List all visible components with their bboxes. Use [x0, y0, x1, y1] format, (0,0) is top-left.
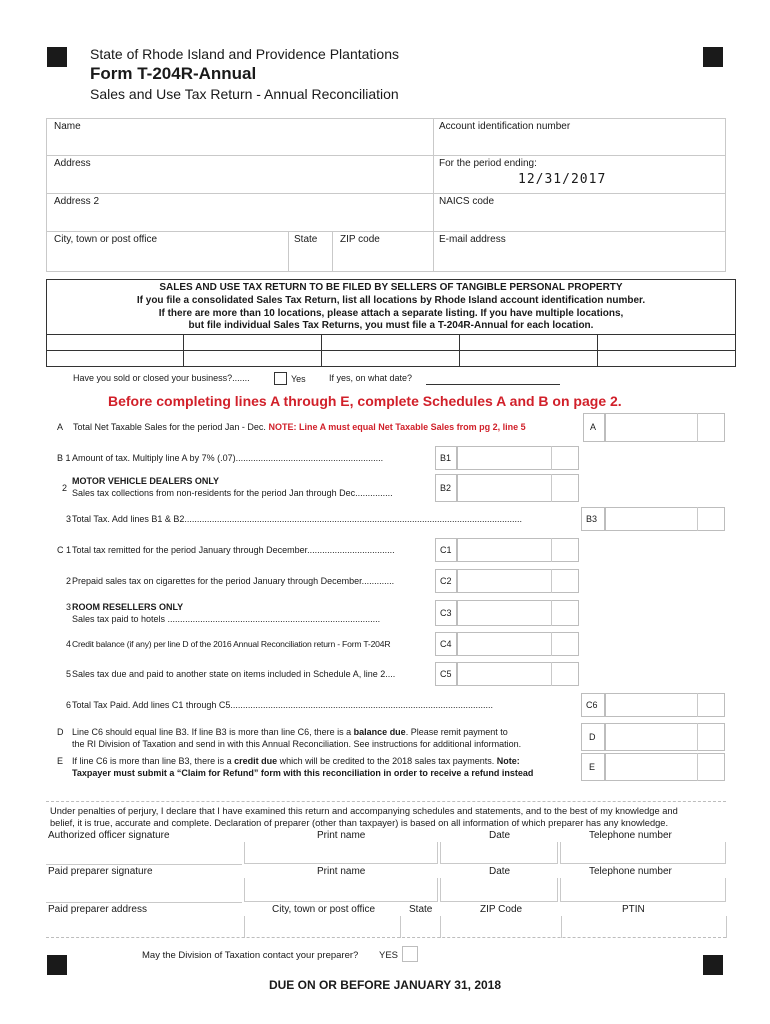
separator	[46, 801, 726, 802]
notice-line-3: If there are more than 10 locations, please attach a separate listing. If you have multiple locations,	[158, 308, 624, 319]
preparer-city-field[interactable]	[244, 916, 401, 938]
line-c4-code: C4	[440, 639, 452, 649]
declaration-line-1: Under penalties of perjury, I declare that I have examined this return and accompanying schedules and statements, and to the best of my knowledge and	[50, 806, 678, 816]
line-e-amount[interactable]	[605, 753, 725, 781]
naics-field[interactable]	[435, 208, 724, 229]
line-d-part-1: Line C6 should equal line B3. If line B3 is more than line C6, there is a	[72, 727, 354, 737]
line-c5-number: 5	[66, 669, 72, 679]
preparer-address-field[interactable]	[46, 916, 242, 938]
line-c6-text: Total Tax Paid. Add lines C1 through C5.........................................................................................................	[72, 700, 493, 710]
notice-line-2: If you file a consolidated Sales Tax Return, list all locations by Rhode Island account identification number.	[136, 295, 646, 306]
line-d-code: D	[589, 732, 596, 742]
divider	[46, 155, 726, 156]
line-e-letter: E	[57, 756, 64, 766]
line-e-text-2: Taxpayer must submit a “Claim for Refund” form with this reconciliation in order to receive a refund instead	[72, 768, 534, 778]
line-a-text	[73, 422, 526, 432]
divider	[321, 334, 322, 367]
line-c1-code: C1	[440, 545, 452, 555]
line-b3-number: 3	[66, 514, 72, 524]
ptin-field[interactable]	[561, 916, 727, 938]
date-field-1[interactable]	[440, 842, 558, 864]
notice-line-4: but file individual Sales Tax Returns, you must file a T-204R-Annual for each location.	[188, 320, 594, 331]
preparer-address-label: Paid preparer address	[48, 904, 147, 915]
zip-field[interactable]	[334, 246, 431, 270]
registration-mark-bottom-right	[703, 955, 723, 975]
divider	[697, 753, 698, 781]
sold-date-field[interactable]	[426, 384, 560, 385]
line-c5-amount[interactable]	[457, 662, 579, 686]
line-c2-number: 2	[66, 576, 72, 586]
contact-preparer-question: May the Division of Taxation contact your preparer?	[142, 950, 359, 961]
divider	[551, 446, 552, 470]
line-b3-code: B3	[586, 514, 598, 524]
preparer-state-label: State	[409, 904, 433, 915]
divider	[183, 334, 184, 367]
phone-field-1[interactable]	[560, 842, 726, 864]
divider	[433, 118, 434, 272]
sold-date-question: If yes, on what date?	[329, 373, 413, 383]
divider	[46, 193, 726, 194]
divider	[697, 413, 698, 442]
line-a-code: A	[590, 422, 597, 432]
contact-yes-checkbox[interactable]	[402, 946, 418, 962]
line-b3-amount[interactable]	[605, 507, 725, 531]
form-subtitle: Sales and Use Tax Return - Annual Reconciliation	[90, 86, 399, 102]
officer-signature-label: Authorized officer signature	[48, 830, 170, 841]
line-d-text-2: the RI Division of Taxation and send in with this Annual Reconciliation. See instructions for additional information.	[72, 739, 522, 749]
line-b1-code: B1	[440, 453, 452, 463]
address-label: Address	[54, 158, 91, 169]
print-name-label-2: Print name	[317, 866, 366, 877]
line-c1-number: C 1	[57, 545, 72, 555]
registration-mark-bottom-left	[47, 955, 67, 975]
line-c5-code: C5	[440, 669, 452, 679]
city-label: City, town or post office	[54, 234, 158, 245]
line-a-letter: A	[57, 422, 64, 432]
sold-yes-checkbox[interactable]	[274, 372, 287, 385]
phone-field-2[interactable]	[560, 878, 726, 902]
line-d-balance-due: balance due	[353, 727, 406, 737]
line-c6-code: C6	[586, 700, 598, 710]
line-c3-amount[interactable]	[457, 600, 579, 626]
print-name-label-1: Print name	[317, 830, 366, 841]
divider	[459, 334, 460, 367]
line-c6-number: 6	[66, 700, 72, 710]
divider	[697, 693, 698, 717]
line-b2-code: B2	[440, 483, 452, 493]
officer-signature-field[interactable]	[46, 842, 242, 865]
state-field[interactable]	[290, 246, 330, 270]
contact-yes-label: YES	[379, 950, 399, 961]
line-b2-number: 2	[62, 483, 68, 493]
line-b1-amount[interactable]	[457, 446, 579, 470]
divider	[551, 600, 552, 626]
preparer-signature-label: Paid preparer signature	[48, 866, 153, 877]
state-name: State of Rhode Island and Providence Plantations	[90, 46, 399, 62]
registration-mark-top-right	[703, 47, 723, 67]
divider	[288, 231, 289, 272]
line-c5-text: Sales tax due and paid to another state on items included in Schedule A, line 2....	[72, 669, 396, 679]
state-label: State	[294, 234, 318, 245]
date-label-1: Date	[489, 830, 511, 841]
address2-label: Address 2	[54, 196, 100, 207]
line-c4-text: Credit balance (if any) per line D of the 2016 Annual Reconciliation return - Form T-204R	[72, 639, 391, 649]
line-c1-amount[interactable]	[457, 538, 579, 562]
line-b2-amount[interactable]	[457, 474, 579, 502]
line-b1-number: B 1	[57, 453, 71, 463]
line-c6-amount[interactable]	[605, 693, 725, 717]
divider	[597, 334, 598, 367]
line-c1-text: Total tax remitted for the period January through December...................................	[72, 545, 395, 555]
divider	[551, 474, 552, 502]
line-b1-text: Amount of tax. Multiply line A by 7% (.07)...........................................................	[72, 453, 384, 463]
line-c3-number: 3	[66, 602, 72, 612]
divider	[332, 231, 333, 272]
separator	[46, 937, 726, 938]
notice-line-1: SALES AND USE TAX RETURN TO BE FILED BY SELLERS OF TANGIBLE PERSONAL PROPERTY	[159, 282, 623, 293]
line-a-amount[interactable]	[605, 413, 725, 442]
naics-label: NAICS code	[439, 196, 495, 207]
line-a-note: NOTE: Line A must equal Net Taxable Sales from pg 2, line 5	[268, 422, 526, 432]
location-grid-line	[46, 334, 736, 335]
line-d-letter: D	[57, 727, 64, 737]
sold-yes-label: Yes	[291, 374, 306, 384]
line-b2-title: MOTOR VEHICLE DEALERS ONLY	[72, 476, 220, 486]
instruction-banner: Before completing lines A through E, complete Schedules A and B on page 2.	[108, 393, 622, 409]
preparer-signature-field[interactable]	[46, 878, 242, 903]
line-c3-code: C3	[440, 608, 452, 618]
name-label: Name	[54, 121, 81, 132]
line-d-part-2: . Please remit payment to	[405, 727, 508, 737]
sold-question: Have you sold or closed your business?.......	[73, 373, 250, 383]
email-field[interactable]	[435, 246, 724, 270]
registration-mark-top-left	[47, 47, 67, 67]
address2-field[interactable]	[48, 208, 431, 229]
print-name-field-1[interactable]	[244, 842, 438, 864]
name-field[interactable]	[48, 133, 431, 153]
line-d-text-1	[72, 727, 508, 737]
form-title: Form T-204R-Annual	[90, 64, 257, 83]
date-label-2: Date	[489, 866, 511, 877]
divider	[46, 231, 726, 232]
line-c2-text: Prepaid sales tax on cigarettes for the period January through December.............	[72, 576, 395, 586]
line-e-code: E	[589, 762, 596, 772]
phone-label-2: Telephone number	[589, 866, 672, 877]
line-a-description: Total Net Taxable Sales for the period Jan - Dec.	[73, 422, 269, 432]
line-e-part-2: which will be credited to the 2018 sales tax payments.	[277, 756, 497, 766]
preparer-zip-label: ZIP Code	[480, 904, 523, 915]
divider	[697, 507, 698, 531]
line-e-part-1: If line C6 is more than line B3, there is a	[72, 756, 235, 766]
preparer-state-field[interactable]	[400, 916, 441, 938]
ptin-label: PTIN	[622, 904, 645, 915]
line-e-text-1	[72, 756, 520, 766]
email-label: E-mail address	[439, 234, 506, 245]
print-name-field-2[interactable]	[244, 878, 438, 902]
divider	[551, 662, 552, 686]
phone-label-1: Telephone number	[589, 830, 672, 841]
line-b3-text: Total Tax. Add lines B1 & B2.......................................................................................................................................	[72, 514, 522, 524]
divider	[551, 632, 552, 656]
line-e-credit-due: credit due	[234, 756, 278, 766]
line-b2-text: Sales tax collections from non-residents for the period Jan through Dec...............	[72, 488, 393, 498]
due-date-notice: DUE ON OR BEFORE JANUARY 31, 2018	[268, 978, 502, 992]
account-id-label: Account identification number	[439, 121, 571, 132]
line-c3-title: ROOM RESELLERS ONLY	[72, 602, 184, 612]
preparer-city-label: City, town or post office	[272, 904, 376, 915]
line-c4-number: 4	[66, 639, 72, 649]
divider	[697, 723, 698, 751]
account-id-field[interactable]	[435, 133, 724, 153]
line-d-amount[interactable]	[605, 723, 725, 751]
line-c2-code: C2	[440, 576, 452, 586]
city-field[interactable]	[48, 246, 286, 270]
divider	[551, 569, 552, 593]
divider	[551, 538, 552, 562]
address-field[interactable]	[48, 170, 431, 191]
period-ending-value[interactable]: 12/31/2017	[518, 172, 607, 187]
declaration-line-2: belief, it is true, accurate and complete. Declaration of preparer (other than taxpayer) is based on all information of which preparer has any knowledge.	[50, 818, 669, 828]
preparer-zip-field[interactable]	[440, 916, 562, 938]
line-e-note: Note:	[496, 756, 520, 766]
date-field-2[interactable]	[440, 878, 558, 902]
location-grid-line	[46, 350, 736, 351]
line-c2-amount[interactable]	[457, 569, 579, 593]
period-ending-label: For the period ending:	[439, 158, 537, 169]
line-c3-text: Sales tax paid to hotels .....................................................................................	[72, 614, 381, 624]
zip-label: ZIP code	[340, 234, 380, 245]
line-c4-amount[interactable]	[457, 632, 579, 656]
